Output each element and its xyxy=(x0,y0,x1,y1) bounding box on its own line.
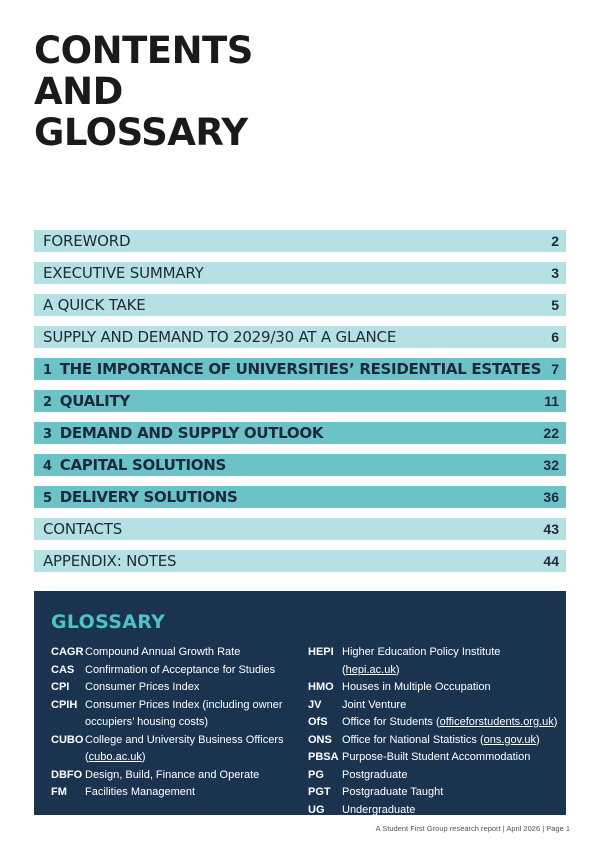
toc-item-text: CONTACTS xyxy=(43,520,123,538)
toc-item-page: 32 xyxy=(543,457,559,473)
toc-item[interactable] xyxy=(34,454,566,476)
page-title-line: AND xyxy=(34,70,123,113)
page-title-line: GLOSSARY xyxy=(34,111,248,154)
toc-item-label xyxy=(43,360,541,378)
glossary-definition-text: College and University Business Officers ( xyxy=(85,733,284,763)
toc-item-label xyxy=(43,520,122,538)
glossary-entry xyxy=(308,749,558,767)
glossary-definition: Facilities Management xyxy=(85,786,196,798)
toc-item-text: SUPPLY AND DEMAND TO 2029/30 AT A GLANCE xyxy=(43,328,397,346)
glossary-abbreviation: CAS xyxy=(51,663,75,676)
glossary-link[interactable]: hepi.ac.uk xyxy=(345,663,396,676)
glossary-abbreviation: DBFO xyxy=(51,768,83,781)
glossary-definition: Confirmation of Acceptance for Studies xyxy=(85,663,276,676)
glossary-definition xyxy=(85,732,306,767)
glossary-definition-text: Higher Education Policy Institute ( xyxy=(342,646,501,676)
toc-item-number: 4 xyxy=(43,459,52,474)
toc-item[interactable] xyxy=(34,390,566,412)
toc-item-text: DELIVERY SOLUTIONS xyxy=(59,488,238,506)
glossary-definition: Postgraduate xyxy=(342,768,408,781)
toc-item[interactable] xyxy=(34,518,566,540)
glossary-entry xyxy=(308,767,558,785)
toc-item-label xyxy=(43,232,130,250)
glossary-definition: Joint Venture xyxy=(342,698,407,711)
glossary-abbreviation: CPI xyxy=(51,681,70,693)
glossary-abbreviation: PGT xyxy=(308,786,331,798)
glossary-abbreviation: CUBO xyxy=(51,733,84,746)
glossary-definition xyxy=(342,644,558,679)
glossary-column-right xyxy=(308,644,558,819)
page-title-line: CONTENTS xyxy=(34,29,253,72)
toc-item-number: 5 xyxy=(43,491,52,506)
glossary-entry xyxy=(51,679,306,697)
page-footer: A Student First Group research report | April 2026 | Page 1 xyxy=(375,824,570,833)
glossary-abbreviation: FM xyxy=(51,786,67,798)
toc-item-label xyxy=(43,392,130,410)
glossary-definition-text: Office for National Statistics ( xyxy=(342,733,484,746)
glossary-definition xyxy=(342,732,558,750)
glossary-definition xyxy=(342,714,558,732)
glossary-panel xyxy=(34,591,566,815)
glossary-definition-text: ) xyxy=(553,716,558,728)
glossary-entry xyxy=(51,767,306,785)
glossary-link[interactable]: cubo.ac.uk xyxy=(88,751,142,763)
toc-item-label xyxy=(43,264,204,282)
glossary-entry xyxy=(51,644,306,662)
toc-item-label xyxy=(43,488,238,506)
glossary-entry xyxy=(308,679,558,697)
toc-item-label xyxy=(43,456,226,474)
glossary-definition: Houses in Multiple Occupation xyxy=(342,681,491,693)
toc-item-label xyxy=(43,328,396,346)
toc-item[interactable] xyxy=(34,262,566,284)
toc-item[interactable] xyxy=(34,326,566,348)
glossary-entry xyxy=(51,662,306,680)
toc-item-page: 44 xyxy=(543,553,559,569)
glossary-abbreviation: OfS xyxy=(308,716,328,728)
glossary-definition-text: ) xyxy=(395,663,400,676)
glossary-definition-text: ) xyxy=(536,733,540,746)
toc-item[interactable] xyxy=(34,550,566,572)
toc-item[interactable] xyxy=(34,294,566,316)
glossary-link[interactable]: ons.gov.uk xyxy=(483,733,537,746)
glossary-definition-text: ) xyxy=(141,751,146,763)
glossary-abbreviation: JV xyxy=(308,698,322,711)
glossary-entry xyxy=(308,802,558,820)
glossary-abbreviation: PG xyxy=(308,768,324,781)
glossary-definition: Design, Build, Finance and Operate xyxy=(85,768,260,781)
glossary-abbreviation: UG xyxy=(308,803,325,816)
toc-item-page: 5 xyxy=(551,297,559,313)
glossary-definition: Compound Annual Growth Rate xyxy=(85,646,241,658)
toc-item-number: 2 xyxy=(43,395,52,410)
toc-item-text: THE IMPORTANCE OF UNIVERSITIES’ RESIDENTIAL ESTATES xyxy=(59,360,542,378)
glossary-title: GLOSSARY xyxy=(51,611,166,633)
glossary-definition: Undergraduate xyxy=(342,803,416,816)
toc-item-label xyxy=(43,424,323,442)
glossary-link[interactable]: officeforstudents.org.uk xyxy=(439,716,554,728)
toc-item-page: 7 xyxy=(551,361,559,377)
glossary-entry xyxy=(51,732,306,767)
glossary-definition: Postgraduate Taught xyxy=(342,786,444,798)
table-of-contents xyxy=(34,230,566,582)
glossary-entry xyxy=(308,732,558,750)
toc-item[interactable] xyxy=(34,358,566,380)
glossary-abbreviation: PBSA xyxy=(308,751,339,763)
toc-item-number: 3 xyxy=(43,427,52,442)
toc-item-text: QUALITY xyxy=(59,392,130,410)
toc-item-page: 36 xyxy=(543,489,559,505)
toc-item-text: APPENDIX: NOTES xyxy=(43,552,177,570)
toc-item-page: 11 xyxy=(544,393,559,409)
toc-item-text: FOREWORD xyxy=(43,232,131,250)
glossary-definition: Purpose-Built Student Accommodation xyxy=(342,751,531,763)
glossary-abbreviation: CAGR xyxy=(51,646,84,658)
toc-item-page: 43 xyxy=(543,521,559,537)
toc-item-label xyxy=(43,296,146,314)
glossary-definition: Consumer Prices Index xyxy=(85,681,200,693)
glossary-definition-text: Office for Students ( xyxy=(342,716,440,728)
glossary-entry xyxy=(51,697,306,732)
glossary-abbreviation: HEPI xyxy=(308,646,334,658)
toc-item[interactable] xyxy=(34,230,566,252)
glossary-abbreviation: CPIH xyxy=(51,698,78,711)
toc-item-number: 1 xyxy=(43,363,52,378)
toc-item-page: 3 xyxy=(551,265,559,281)
toc-item-label xyxy=(43,552,176,570)
toc-item-text: CAPITAL SOLUTIONS xyxy=(59,456,226,474)
toc-item-page: 2 xyxy=(551,233,559,249)
glossary-definition: Consumer Prices Index (including owner occupiers’ housing costs) xyxy=(85,698,283,728)
glossary-entry xyxy=(51,784,306,802)
page-title xyxy=(34,30,253,153)
toc-item[interactable] xyxy=(34,486,566,508)
glossary-entry xyxy=(308,644,558,679)
glossary-abbreviation: HMO xyxy=(308,681,334,693)
toc-item-page: 6 xyxy=(551,329,559,345)
toc-item-text: DEMAND AND SUPPLY OUTLOOK xyxy=(59,424,324,442)
toc-item[interactable] xyxy=(34,422,566,444)
toc-item-text: A QUICK TAKE xyxy=(43,296,146,314)
glossary-abbreviation: ONS xyxy=(308,733,332,746)
glossary-entry xyxy=(308,714,558,732)
toc-item-page: 22 xyxy=(543,425,559,441)
glossary-entry xyxy=(308,697,558,715)
toc-item-text: EXECUTIVE SUMMARY xyxy=(43,264,204,282)
glossary-entry xyxy=(308,784,558,802)
glossary-column-left xyxy=(51,644,306,802)
